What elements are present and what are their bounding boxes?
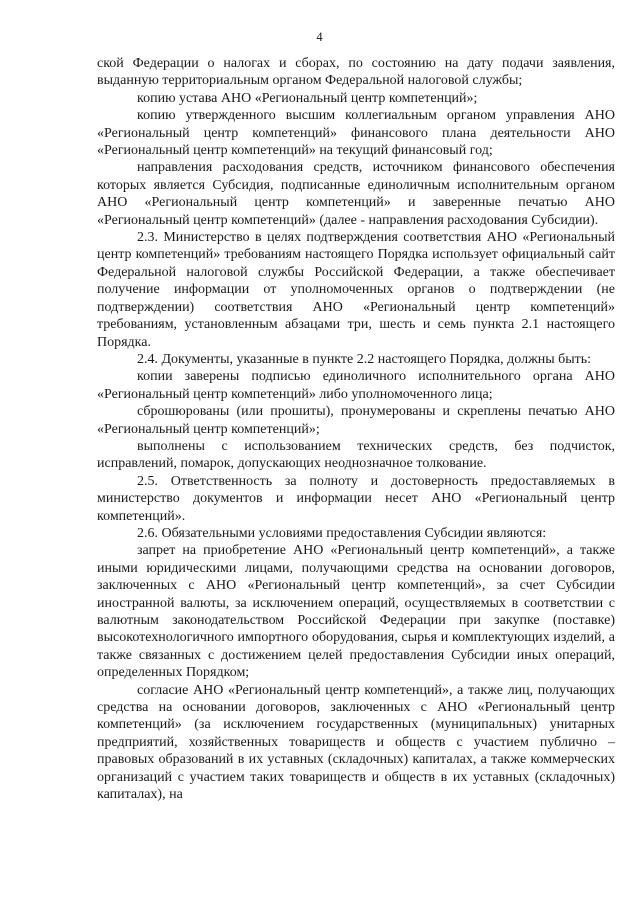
- paragraph: 2.6. Обязательными условиями предоставления Субсидии являются:: [137, 525, 547, 541]
- paragraph: копию утвержденного высшим коллегиальным органом управления АНО «Региональный центр компетенций» финансового плана деятельности АНО «Региональный центр компетенций» на текущий финансовый год;: [97, 108, 615, 159]
- document-body: [97, 55, 615, 803]
- paragraph: ской Федерации о налогах и сборах, по состоянию на дату подачи заявления, выданную территориальным органом Федеральной налоговой службы;: [97, 56, 615, 89]
- paragraph: согласие АНО «Региональный центр компетенций», а также лиц, получающих средства на основании договоров, заключенных с АНО «Региональный центр компетенций» (за исключением государственных (муниципальных) унитарных предприятий, хозяйственных товариществ и обществ с участием публично – правовых образований в их уставных (складочных) капиталах, а также коммерческих организаций с участием таких товариществ и обществ в их уставных (складочных) капиталах), на: [97, 682, 615, 803]
- paragraph: 2.5. Ответственность за полноту и достоверность предоставляемых в министерство документов и информации несет АНО «Региональный центр компетенций».: [97, 473, 615, 524]
- paragraph: копию устава АНО «Региональный центр компетенций»;: [137, 90, 478, 106]
- paragraph: запрет на приобретение АНО «Региональный центр компетенций», а также иными юридическими лицами, получающими средства на основании договоров, заключенных с АНО «Региональный центр компетенций», за счет Субсидии иностранной валюты, за исключением операций, осуществляемых в соответствии с валютным законодательством Российской Федерации при закупке (поставке) высокотехнологичного импортного оборудования, сырья и комплектующих изделий, а также связанных с достижением целей предоставления Субсидии иных операций, определенных Порядком;: [97, 543, 615, 681]
- paragraph: направления расходования средств, источником финансового обеспечения которых является Субсидия, подписанные единоличным исполнительным органом АНО «Региональный центр компетенций» и заверенные печатью АНО «Региональный центр компетенций» (далее - направления расходования Субсидии).: [97, 160, 615, 228]
- paragraph: сброшюрованы (или прошиты), пронумерованы и скреплены печатью АНО «Региональный центр компетенций»;: [97, 404, 615, 437]
- page-number: 4: [316, 30, 323, 44]
- paragraph: копии заверены подписью единоличного исполнительного органа АНО «Региональный центр компетенций» либо уполномоченного лица;: [97, 369, 615, 402]
- paragraph: выполнены с использованием технических средств, без подчисток, исправлений, помарок, допускающих неоднозначное толкование.: [97, 438, 615, 472]
- paragraph: 2.3. Министерство в целях подтверждения соответствия АНО «Региональный центр компетенций» требованиям настоящего Порядка использует официальный сайт Федеральной налоговой службы Российской Федерации, а также обеспечивает получение информации от уполномоченных органов о подтверждении (не подтверждении) соответствия АНО «Региональный центр компетенций» требованиям, установленным абзацами три, шесть и семь пункта 2.1 настоящего Порядка.: [97, 230, 615, 350]
- paragraph: 2.4. Документы, указанные в пункте 2.2 настоящего Порядка, должны быть:: [137, 351, 592, 367]
